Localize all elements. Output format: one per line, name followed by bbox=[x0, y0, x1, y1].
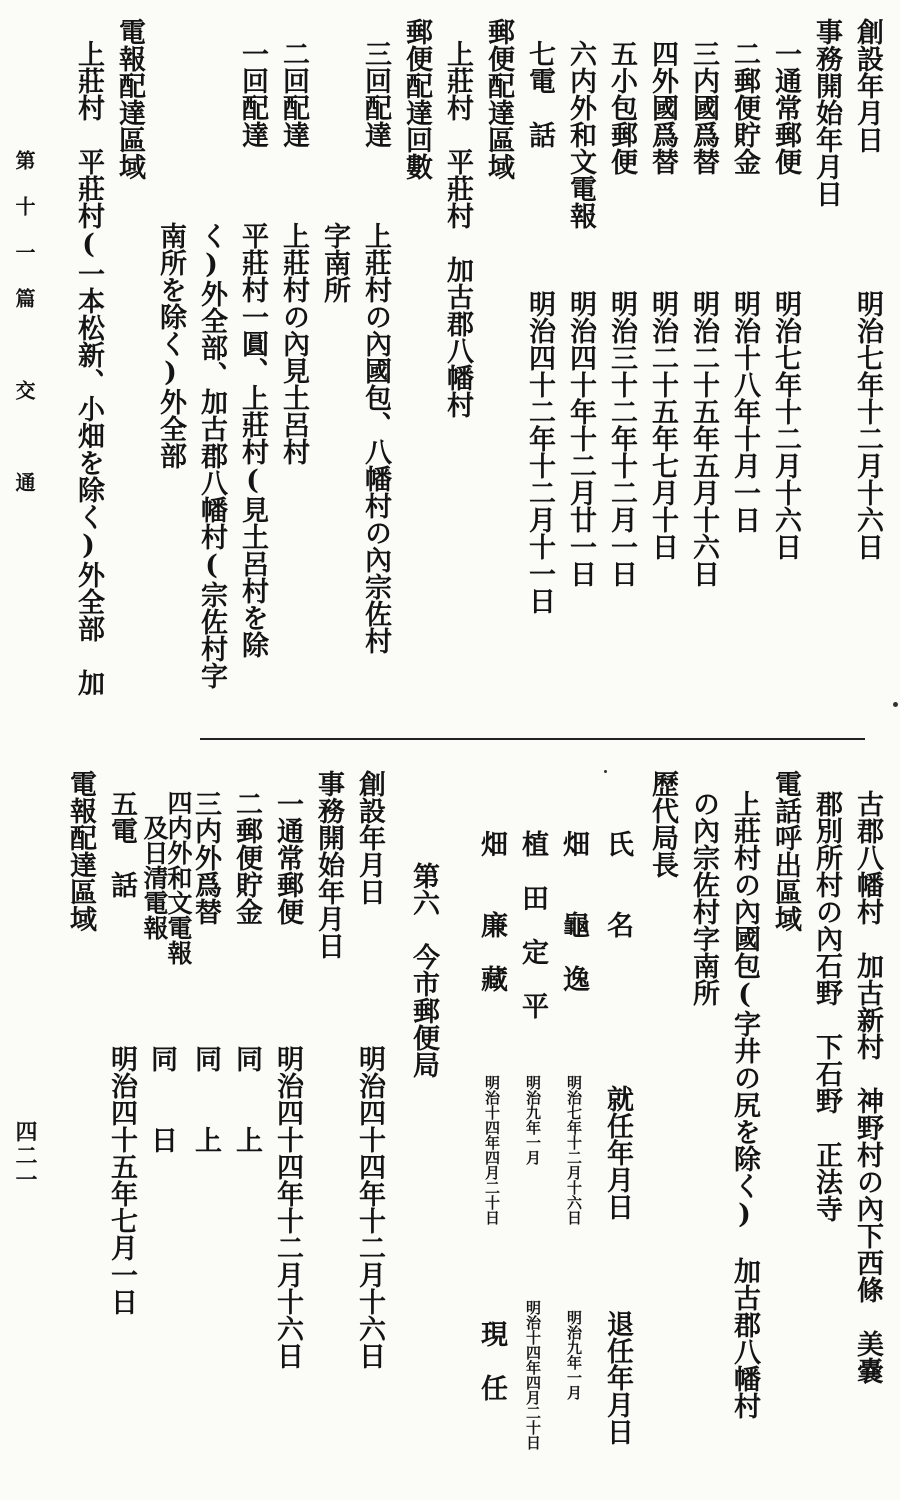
phone-area-label: 電話呼出區域 bbox=[770, 770, 801, 932]
delivery-count-label: 郵便配達回數 bbox=[401, 18, 432, 180]
print-speck bbox=[893, 702, 898, 707]
service-date: 明治四十年十二月廿一日 bbox=[565, 290, 596, 587]
chiefs-label: 歷代局長 bbox=[647, 770, 678, 878]
service-date: 明治四十二年十二月十一日 bbox=[524, 290, 555, 614]
office-service-name: 五電 話 bbox=[106, 790, 137, 898]
service-name: 六内外和文電報 bbox=[565, 40, 596, 229]
chief-end: 現 任 bbox=[476, 1320, 507, 1401]
founded-date: 明治七年十二月十六日 bbox=[852, 290, 883, 560]
office-service-date: 同 上 bbox=[231, 1045, 262, 1153]
office-service-name: 三内外爲替 bbox=[190, 790, 221, 925]
office-start-label: 事務開始年月日 bbox=[313, 770, 344, 959]
chiefs-header-end: 退任年月日 bbox=[602, 1310, 633, 1445]
delivery-1-text: く)外全部、加古郡八幡村(宗佐村字 bbox=[196, 222, 227, 689]
service-name: 一通常郵便 bbox=[770, 40, 801, 175]
delivery-1-text: 南所を除く)外全部 bbox=[155, 222, 186, 469]
chief-end: 明治十四年四月二十日 bbox=[524, 1300, 542, 1450]
phone-area-text: 上莊村の內國包(字井の尻を除く) 加古郡八幡村 bbox=[729, 790, 760, 1419]
office-service-date: 同 日 bbox=[146, 1045, 177, 1153]
office-service-sub: 及日清電報 bbox=[140, 815, 169, 940]
telegraph-area-text: 上莊村 平莊村(一本松新、小畑を除く)外全部 加 bbox=[73, 40, 104, 696]
service-name: 五小包郵便 bbox=[606, 40, 637, 175]
office-service-date: 同 上 bbox=[190, 1045, 221, 1153]
office-service-name: 四内外和文電報 bbox=[164, 790, 193, 965]
chiefs-header-name: 氏 名 bbox=[602, 830, 633, 938]
chiefs-header-start: 就任年月日 bbox=[602, 1085, 633, 1220]
print-speck bbox=[604, 770, 607, 773]
founded-label: 創設年月日 bbox=[852, 18, 883, 153]
postal-area-label: 郵便配達區域 bbox=[483, 18, 514, 180]
chief-start: 明治十四年四月二十日 bbox=[483, 1075, 501, 1225]
telegraph-area-label: 電報配達區域 bbox=[114, 18, 145, 180]
delivery-3-text: 字南所 bbox=[319, 222, 350, 303]
office-service-date: 明治四十四年十二月十六日 bbox=[272, 1045, 303, 1369]
office-service-name: 二郵便貯金 bbox=[231, 790, 262, 925]
delivery-3-text: 上莊村の內國包、八幡村の內宗佐村 bbox=[360, 222, 391, 654]
service-name: 二郵便貯金 bbox=[729, 40, 760, 175]
service-date: 明治十八年十月一日 bbox=[729, 290, 760, 533]
service-date: 明治七年十二月十六日 bbox=[770, 290, 801, 560]
service-name: 三内國爲替 bbox=[688, 40, 719, 175]
office-telegraph-area-label: 電報配達區域 bbox=[65, 770, 96, 932]
delivery-3-label: 三回配達 bbox=[360, 40, 391, 148]
postal-area-text: 上莊村 平莊村 加古郡八幡村 bbox=[442, 40, 473, 418]
chief-end: 明治九年一月 bbox=[565, 1310, 583, 1400]
page-number: 四二一 bbox=[12, 1120, 38, 1192]
section-divider bbox=[200, 738, 865, 740]
service-name: 七電 話 bbox=[524, 40, 555, 148]
delivery-2-text: 上莊村の內見土呂村 bbox=[278, 222, 309, 465]
delivery-1-text: 平莊村一圓、上莊村(見土呂村を除 bbox=[237, 222, 268, 658]
chief-name: 植 田 定 平 bbox=[517, 830, 548, 1019]
office-founded-label: 創設年月日 bbox=[354, 770, 385, 905]
chief-name: 畑 廉 藏 bbox=[476, 830, 507, 992]
chief-name: 畑 龜 逸 bbox=[558, 830, 589, 992]
service-date: 明治三十二年十二月一日 bbox=[606, 290, 637, 587]
chief-start: 明治七年十二月十六日 bbox=[565, 1075, 583, 1225]
office-service-date: 明治四十五年七月一日 bbox=[106, 1045, 137, 1315]
office-title: 第六 今市郵便局 bbox=[408, 862, 439, 1078]
start-label: 事務開始年月日 bbox=[811, 18, 842, 207]
chief-start: 明治九年一月 bbox=[524, 1075, 542, 1165]
delivery-2-label: 二回配達 bbox=[278, 40, 309, 148]
service-date: 明治二十五年七月十日 bbox=[647, 290, 678, 560]
office-founded-date: 明治四十四年十二月十六日 bbox=[354, 1045, 385, 1369]
continuation-text: 古郡八幡村 加古新村 神野村の內下西條 美嚢 bbox=[852, 790, 883, 1384]
service-date: 明治二十五年五月十六日 bbox=[688, 290, 719, 587]
chapter-header: 第十一篇 交 通 bbox=[12, 150, 36, 518]
continuation-text: 郡別所村の內石野 下石野 正法寺 bbox=[811, 790, 842, 1222]
office-service-name: 一通常郵便 bbox=[272, 790, 303, 925]
delivery-1-label: 一回配達 bbox=[237, 40, 268, 148]
service-name: 四外國爲替 bbox=[647, 40, 678, 175]
phone-area-text: の內宗佐村字南所 bbox=[688, 790, 719, 1006]
